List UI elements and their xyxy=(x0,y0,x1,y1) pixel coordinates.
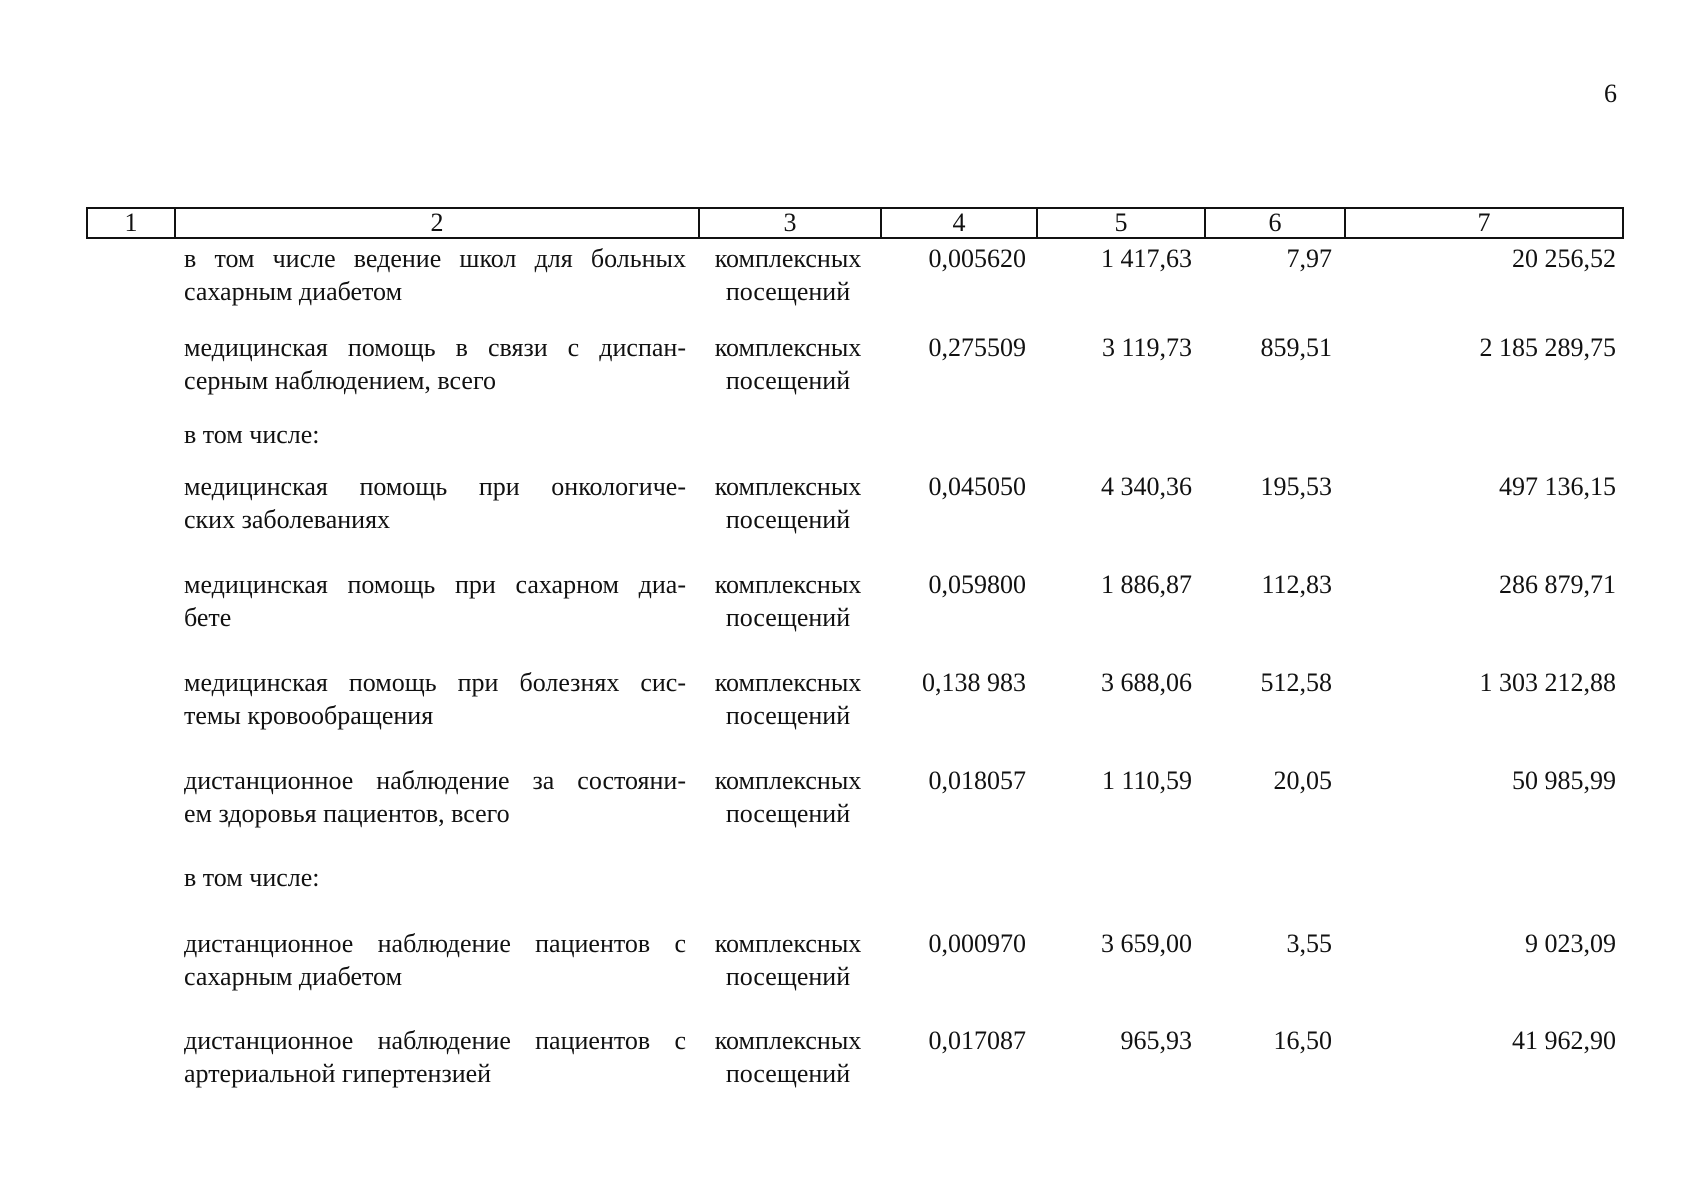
service-name-line: медицинская помощь при онкологиче- xyxy=(184,472,686,501)
unit-line: посещений xyxy=(725,799,851,828)
unit-line: посещений xyxy=(725,277,851,306)
service-name-line: артериальной гипертензией xyxy=(184,1059,492,1088)
value-col-7: 2 185 289,75 xyxy=(1479,333,1616,362)
unit-line: комплексных xyxy=(714,244,862,273)
service-name-line: медицинская помощь в связи с диспан- xyxy=(184,333,686,362)
unit-cell xyxy=(704,927,872,993)
unit-line: комплексных xyxy=(714,472,862,501)
service-name-line: дистанционное наблюдение пациентов с xyxy=(184,929,686,958)
service-name-line: медицинская помощь при болезнях сис- xyxy=(184,668,686,697)
header-col-6: 6 xyxy=(1206,209,1346,237)
header-col-2: 2 xyxy=(176,209,700,237)
value-col-6: 20,05 xyxy=(1273,766,1332,795)
value-col-4: 0,059800 xyxy=(928,570,1026,599)
header-col-3: 3 xyxy=(700,209,882,237)
unit-line: посещений xyxy=(725,505,851,534)
value-col-4: 0,045050 xyxy=(928,472,1026,501)
header-col-7: 7 xyxy=(1477,208,1491,237)
service-name-cell xyxy=(184,666,686,732)
value-col-5: 965,93 xyxy=(1120,1026,1192,1055)
unit-line: комплексных xyxy=(714,1026,862,1055)
value-col-6: 195,53 xyxy=(1260,472,1332,501)
service-name-cell xyxy=(184,764,686,830)
service-name-line: сахарным диабетом xyxy=(184,962,403,991)
unit-cell xyxy=(704,1024,872,1090)
value-col-5: 1 110,59 xyxy=(1101,766,1192,795)
value-col-7: 9 023,09 xyxy=(1525,929,1616,958)
value-col-6: 859,51 xyxy=(1260,333,1332,362)
unit-line: комплексных xyxy=(714,668,862,697)
service-name-line: сахарным диабетом xyxy=(184,277,403,306)
value-col-6: 16,50 xyxy=(1273,1026,1332,1055)
value-col-7: 41 962,90 xyxy=(1512,1026,1616,1055)
service-name-line: темы кровообращения xyxy=(184,701,434,730)
service-name-line: дистанционное наблюдение пациентов с xyxy=(184,1026,686,1055)
service-name-cell xyxy=(184,927,686,993)
subheading: в том числе: xyxy=(184,420,320,449)
value-col-6: 512,58 xyxy=(1260,668,1332,697)
service-name-line: ем здоровья пациентов, всего xyxy=(184,799,510,828)
header-col-5: 5 xyxy=(1038,209,1206,237)
unit-cell xyxy=(704,568,872,634)
service-name-cell xyxy=(184,568,686,634)
value-col-7: 50 985,99 xyxy=(1512,766,1616,795)
unit-line: посещений xyxy=(725,962,851,991)
unit-line: комплексных xyxy=(714,333,862,362)
service-name-line: медицинская помощь при сахарном диа- xyxy=(184,570,686,599)
unit-line: посещений xyxy=(725,1059,851,1088)
value-col-7: 20 256,52 xyxy=(1512,244,1616,273)
service-name-cell xyxy=(184,470,686,536)
service-name-line: бете xyxy=(184,603,232,632)
value-col-6: 3,55 xyxy=(1286,929,1332,958)
header-col-1: 1 xyxy=(88,209,176,237)
subheading: в том числе: xyxy=(184,863,320,892)
value-col-4: 0,138 983 xyxy=(922,668,1026,697)
unit-cell xyxy=(704,331,872,397)
unit-line: комплексных xyxy=(714,929,862,958)
value-col-4: 0,018057 xyxy=(928,766,1026,795)
value-col-5: 3 688,06 xyxy=(1101,668,1192,697)
service-name-cell xyxy=(184,242,686,308)
value-col-4: 0,000970 xyxy=(928,929,1026,958)
value-col-4: 0,005620 xyxy=(928,244,1026,273)
unit-line: комплексных xyxy=(714,570,862,599)
unit-cell xyxy=(704,470,872,536)
unit-cell xyxy=(704,242,872,308)
value-col-5: 1 886,87 xyxy=(1101,570,1192,599)
value-col-6: 7,97 xyxy=(1286,244,1332,273)
value-col-4: 0,275509 xyxy=(928,333,1026,362)
unit-line: посещений xyxy=(725,366,851,395)
value-col-5: 3 119,73 xyxy=(1101,333,1192,362)
value-col-6: 112,83 xyxy=(1261,570,1332,599)
value-col-7: 286 879,71 xyxy=(1499,570,1616,599)
unit-line: посещений xyxy=(725,603,851,632)
value-col-5: 3 659,00 xyxy=(1101,929,1192,958)
value-col-7: 1 303 212,88 xyxy=(1479,668,1616,697)
header-col-4: 4 xyxy=(882,209,1038,237)
service-name-line: дистанционное наблюдение за состояни- xyxy=(184,766,686,795)
value-col-5: 4 340,36 xyxy=(1101,472,1192,501)
service-name-line: серным наблюдением, всего xyxy=(184,366,496,395)
service-name-line: в том числе ведение школ для больных xyxy=(184,244,686,273)
unit-line: комплексных xyxy=(714,766,862,795)
page-number: 6 xyxy=(1604,79,1617,108)
service-name-cell xyxy=(184,1024,686,1090)
value-col-7: 497 136,15 xyxy=(1499,472,1616,501)
unit-line: посещений xyxy=(725,701,851,730)
value-col-4: 0,017087 xyxy=(928,1026,1026,1055)
value-col-5: 1 417,63 xyxy=(1101,244,1192,273)
unit-cell xyxy=(704,764,872,830)
service-name-cell xyxy=(184,331,686,397)
service-name-line: ских заболеваниях xyxy=(184,505,391,534)
unit-cell xyxy=(704,666,872,732)
